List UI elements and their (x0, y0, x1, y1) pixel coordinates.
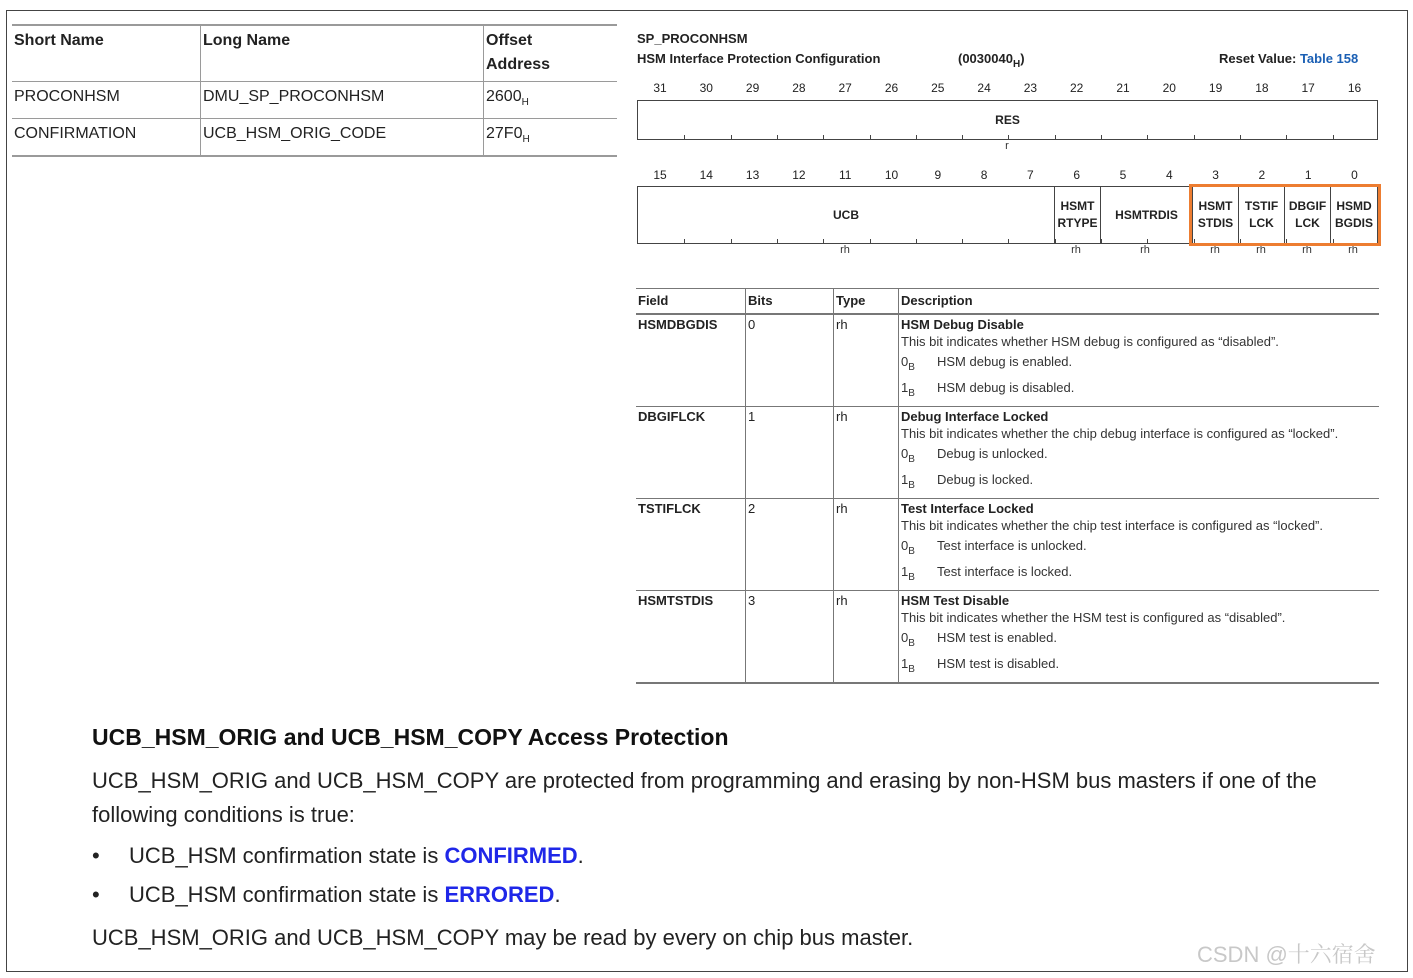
option-subscript: B (908, 480, 915, 491)
register-address-close: ) (1020, 51, 1025, 66)
description-option (901, 654, 1376, 680)
option-digit: 0 (901, 630, 909, 645)
option-subscript: B (908, 546, 915, 557)
bit-number: 7 (1027, 168, 1034, 182)
option-text: HSM test is enabled. (937, 630, 1057, 645)
section-title: UCB_HSM_ORIG and UCB_HSM_COPY Access Protection (92, 724, 729, 750)
register-upper-row (637, 100, 1378, 140)
bit-number: 16 (1347, 81, 1362, 95)
offset-value: 2600 (486, 88, 522, 105)
description-text: This bit indicates whether the HSM test is configured as “disabled”. (901, 610, 1286, 625)
header-description: Description (899, 289, 1380, 315)
field-dbgiflck: DBGIF LCK (1284, 187, 1330, 243)
highlight-box (1189, 184, 1381, 246)
bullet-suffix: . (554, 882, 561, 907)
field-hsmtrtype: HSMT RTYPE (1054, 187, 1100, 243)
bit-number: 31 (653, 81, 667, 95)
header-short-name: Short Name (14, 32, 104, 49)
header-offset-line2: Address (486, 56, 551, 73)
header-offset-address (484, 25, 618, 82)
bit-tick (731, 239, 732, 243)
field-hsmtstdis: HSMT STDIS (1192, 187, 1238, 243)
field-res-type: r (1005, 140, 1009, 152)
bit-tick (684, 135, 685, 139)
bit-number: 12 (792, 168, 806, 182)
field-ucb-type: rh (840, 244, 850, 256)
bit-tick (684, 239, 685, 243)
field-hsmdbgdis-type: rh (1348, 244, 1358, 256)
option-digit: 1 (901, 656, 909, 671)
option-text: Test interface is locked. (937, 564, 1073, 579)
description-text: This bit indicates whether the chip test interface is configured as “locked”. (901, 518, 1323, 533)
option-value (901, 470, 937, 496)
bit-tick (777, 239, 778, 243)
option-text: Debug is locked. (937, 472, 1034, 487)
type-cell: rh (834, 499, 899, 591)
bit-number: 9 (934, 168, 942, 182)
option-digit: 0 (901, 538, 909, 553)
description-title: Test Interface Locked (901, 501, 1034, 516)
field-hsmtrtype-type: rh (1071, 244, 1081, 256)
header-long-name: Long Name (201, 25, 484, 82)
offset-value: 27F0 (486, 125, 523, 142)
header-type: Type (834, 289, 899, 315)
bit-number: 5 (1119, 168, 1127, 182)
option-text: HSM debug is enabled. (937, 354, 1073, 369)
bit-tick (823, 135, 824, 139)
bit-number: 30 (699, 81, 713, 95)
bullet-dot: • (92, 843, 100, 868)
bit-number: 14 (699, 168, 713, 182)
long-name-cell: UCB_HSM_ORIG_CODE (201, 119, 484, 157)
bits-cell: 2 (746, 499, 834, 591)
field-hsmtrdis-type: rh (1140, 244, 1150, 256)
reset-value-label: Reset Value: (1219, 51, 1300, 66)
option-digit: 0 (901, 354, 909, 369)
option-value (901, 352, 937, 378)
field-description-table (636, 288, 1379, 684)
table-row (636, 407, 1379, 499)
bit-tick (1101, 239, 1102, 243)
option-digit: 0 (901, 446, 909, 461)
option-subscript: B (908, 638, 915, 649)
bit-tick (916, 239, 917, 243)
option-value (901, 628, 937, 654)
register-address-subscript: H (1012, 59, 1021, 70)
bit-number: 10 (884, 168, 899, 182)
option-subscript: B (908, 454, 915, 465)
bit-tick (916, 135, 917, 139)
address-table-header (12, 25, 617, 82)
register-address-value: (0030040 (958, 51, 1013, 66)
bit-number: 17 (1301, 81, 1315, 95)
bit-tick (777, 135, 778, 139)
section-intro: UCB_HSM_ORIG and UCB_HSM_COPY are protected from programming and erasing by non-HSM bus masters if one of the following conditions is true: (92, 768, 1317, 827)
bit-tick (962, 239, 963, 243)
bullet-suffix: . (577, 843, 584, 868)
table-row (636, 314, 1379, 407)
field-hsmdbgdis: HSMD BGDIS (1330, 187, 1377, 243)
bit-tick (1194, 135, 1195, 139)
bit-number: 26 (884, 81, 899, 95)
bit-tick (731, 135, 732, 139)
bit-number: 3 (1212, 168, 1219, 182)
header-bits: Bits (746, 289, 834, 315)
bullet-dot: • (92, 882, 100, 907)
bit-number: 19 (1208, 81, 1223, 95)
option-text: Debug is unlocked. (937, 446, 1048, 461)
description-option (901, 444, 1376, 470)
option-subscript: B (908, 572, 915, 583)
option-digit: 1 (901, 472, 909, 487)
type-cell: rh (834, 407, 899, 499)
short-name-cell: CONFIRMATION (14, 125, 137, 142)
option-value (901, 444, 937, 470)
bits-cell: 0 (746, 314, 834, 407)
bit-number: 18 (1255, 81, 1269, 95)
bit-number: 20 (1162, 81, 1176, 95)
bit-tick (1147, 239, 1148, 243)
option-subscript: B (908, 388, 915, 399)
description-option (901, 562, 1376, 588)
bit-number: 25 (931, 81, 945, 95)
field-table-header (636, 289, 1379, 315)
offset-subscript: H (522, 134, 530, 145)
bit-tick (1147, 135, 1148, 139)
description-cell (899, 591, 1380, 684)
field-name-cell: TSTIFLCK (638, 501, 701, 516)
bit-number: 15 (653, 168, 667, 182)
keyword-errored: ERRORED (444, 882, 555, 907)
register-name: SP_PROCONHSM (637, 31, 748, 46)
bit-number: 1 (1304, 168, 1312, 182)
watermark: CSDN @十六宿舍 (1197, 942, 1376, 967)
description-option (901, 352, 1376, 378)
bits-cell: 3 (746, 591, 834, 684)
header-field: Field (638, 293, 669, 308)
bit-tick (1008, 239, 1009, 243)
bit-number: 23 (1023, 81, 1038, 95)
table-row (636, 591, 1379, 684)
table-row (12, 119, 617, 157)
bit-number: 28 (792, 81, 806, 95)
field-dbgiflck-type: rh (1302, 244, 1312, 256)
bit-tick (1101, 135, 1102, 139)
field-res: RES (995, 112, 1020, 127)
bit-tick (1333, 135, 1334, 139)
option-digit: 1 (901, 380, 909, 395)
header-offset-line1: Offset (486, 32, 533, 49)
bit-number: 13 (745, 168, 760, 182)
type-cell: rh (834, 591, 899, 684)
option-subscript: B (908, 362, 915, 373)
reset-value-link[interactable]: Table 158 (1299, 51, 1359, 66)
option-value (901, 536, 937, 562)
table-row (12, 82, 617, 119)
bit-number: 27 (838, 81, 852, 95)
bit-number: 29 (745, 81, 760, 95)
description-text: This bit indicates whether the chip debug interface is configured as “locked”. (901, 426, 1339, 441)
bit-tick (823, 239, 824, 243)
field-tstiflck-type: rh (1256, 244, 1266, 256)
bullet-text: UCB_HSM confirmation state is (129, 882, 445, 907)
bit-tick (1286, 135, 1287, 139)
description-title: HSM Debug Disable (901, 317, 1024, 332)
short-name-cell: PROCONHSM (14, 88, 120, 105)
register-title: HSM Interface Protection Configuration (637, 51, 881, 66)
description-title: Debug Interface Locked (901, 409, 1049, 424)
description-option (901, 536, 1376, 562)
description-option (901, 470, 1376, 496)
option-value (901, 378, 937, 404)
keyword-confirmed: CONFIRMED (444, 843, 578, 868)
bit-number: 22 (1070, 81, 1084, 95)
offset-cell (484, 82, 618, 119)
description-title: HSM Test Disable (901, 593, 1010, 608)
bit-number: 4 (1165, 168, 1173, 182)
description-cell (899, 314, 1380, 407)
bit-number: 0 (1351, 168, 1358, 182)
description-option (901, 378, 1376, 404)
field-name-cell: HSMTSTDIS (638, 593, 714, 608)
bit-number: 8 (980, 168, 988, 182)
bullet-errored (92, 878, 561, 912)
option-text: HSM test is disabled. (937, 656, 1060, 671)
option-text: Test interface is unlocked. (937, 538, 1087, 553)
option-digit: 1 (901, 564, 909, 579)
bullet-confirmed (92, 839, 584, 873)
bit-tick (1055, 239, 1056, 243)
field-tstiflck: TSTIF LCK (1238, 187, 1284, 243)
bit-number: 24 (977, 81, 991, 95)
option-subscript: B (908, 664, 915, 675)
bit-tick (870, 135, 871, 139)
field-hsmtrdis: HSMTRDIS (1100, 187, 1192, 243)
reset-value (1219, 51, 1358, 66)
bit-number: 11 (838, 168, 852, 182)
description-option (901, 628, 1376, 654)
long-name-cell: DMU_SP_PROCONHSM (201, 82, 484, 119)
bit-number: 2 (1258, 168, 1266, 182)
bit-tick (1240, 135, 1241, 139)
field-hsmtstdis-type: rh (1210, 244, 1220, 256)
offset-cell (484, 119, 618, 157)
option-value (901, 562, 937, 588)
offset-subscript: H (521, 97, 529, 108)
register-address-table (12, 24, 617, 157)
bullet-text: UCB_HSM confirmation state is (129, 843, 445, 868)
bit-tick (1008, 135, 1009, 139)
bit-tick (1055, 135, 1056, 139)
table-row (636, 499, 1379, 591)
description-cell (899, 499, 1380, 591)
bit-tick (870, 239, 871, 243)
register-address (958, 51, 1025, 70)
field-name-cell: DBGIFLCK (638, 409, 706, 424)
option-text: HSM debug is disabled. (937, 380, 1075, 395)
bit-tick (962, 135, 963, 139)
description-cell (899, 407, 1380, 499)
option-value (901, 654, 937, 680)
bit-number: 6 (1073, 168, 1081, 182)
description-text: This bit indicates whether HSM debug is configured as “disabled”. (901, 334, 1279, 349)
bit-number: 21 (1116, 81, 1130, 95)
type-cell: rh (834, 314, 899, 407)
section-outro: UCB_HSM_ORIG and UCB_HSM_COPY may be read by every on chip bus master. (92, 925, 914, 950)
bits-cell: 1 (746, 407, 834, 499)
field-name-cell: HSMDBGDIS (638, 317, 718, 332)
field-ucb: UCB (833, 207, 859, 222)
